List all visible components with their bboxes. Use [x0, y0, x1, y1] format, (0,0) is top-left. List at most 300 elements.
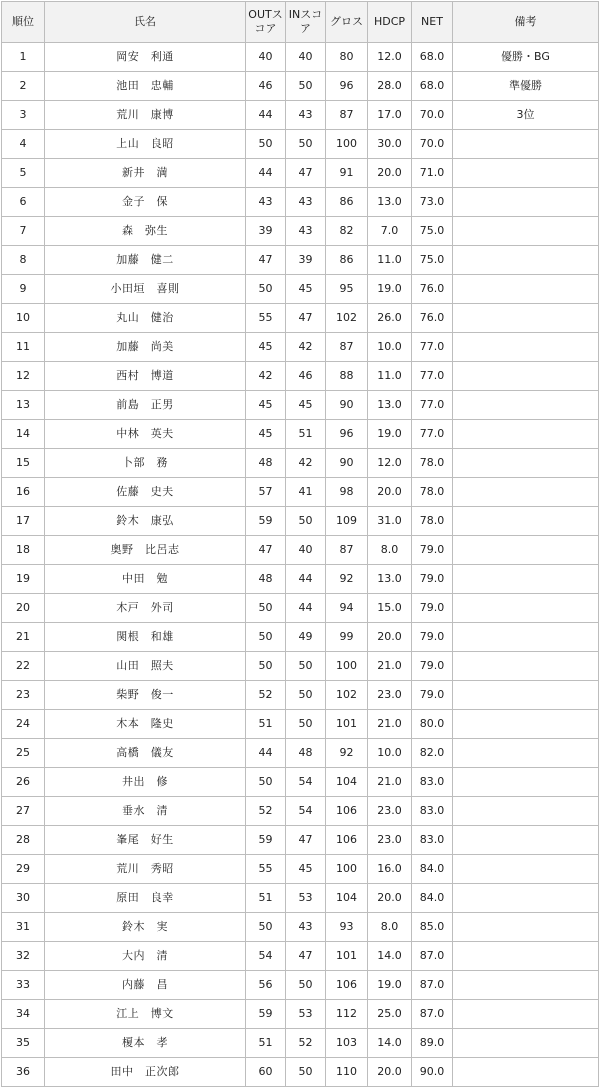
net-cell: 79.0 — [412, 681, 453, 710]
net-cell: 68.0 — [412, 43, 453, 72]
out-score-cell: 47 — [246, 536, 286, 565]
name-cell — [45, 739, 246, 768]
gross-cell: 90 — [326, 449, 368, 478]
note-cell — [453, 652, 599, 681]
header-row — [2, 2, 599, 43]
name-cell — [45, 101, 246, 130]
hdcp-cell: 10.0 — [368, 333, 412, 362]
table-row — [2, 362, 599, 391]
name-cell — [45, 130, 246, 159]
hdcp-cell: 19.0 — [368, 275, 412, 304]
in-score-cell: 44 — [286, 565, 326, 594]
gross-cell: 88 — [326, 362, 368, 391]
player-name: 木本 隆史 — [116, 717, 174, 730]
net-cell: 84.0 — [412, 855, 453, 884]
in-score-cell: 40 — [286, 536, 326, 565]
out-score-cell: 50 — [246, 594, 286, 623]
in-score-cell: 50 — [286, 507, 326, 536]
name-cell — [45, 855, 246, 884]
hdcp-cell: 25.0 — [368, 1000, 412, 1029]
name-cell — [45, 275, 246, 304]
in-score-cell: 50 — [286, 971, 326, 1000]
player-name: 内藤 昌 — [122, 978, 168, 991]
gross-cell: 96 — [326, 420, 368, 449]
hdcp-cell: 7.0 — [368, 217, 412, 246]
player-name: 鈴木 康弘 — [116, 514, 174, 527]
note-cell: 準優勝 — [453, 72, 599, 101]
hdcp-cell: 23.0 — [368, 797, 412, 826]
note-cell — [453, 536, 599, 565]
rank-cell: 24 — [2, 710, 45, 739]
net-cell: 79.0 — [412, 594, 453, 623]
name-cell — [45, 942, 246, 971]
hdcp-cell: 17.0 — [368, 101, 412, 130]
header-name: 氏名 — [45, 2, 246, 43]
net-cell: 85.0 — [412, 913, 453, 942]
gross-cell: 80 — [326, 43, 368, 72]
table-row — [2, 884, 599, 913]
table-row — [2, 43, 599, 72]
in-score-cell: 43 — [286, 217, 326, 246]
name-cell — [45, 1000, 246, 1029]
player-name: 井出 修 — [122, 775, 168, 788]
gross-cell: 106 — [326, 971, 368, 1000]
gross-cell: 100 — [326, 855, 368, 884]
player-name: 柴野 俊一 — [116, 688, 174, 701]
player-name: 佐藤 史夫 — [116, 485, 174, 498]
gross-cell: 104 — [326, 884, 368, 913]
name-cell — [45, 884, 246, 913]
in-score-cell: 40 — [286, 43, 326, 72]
hdcp-cell: 19.0 — [368, 971, 412, 1000]
rank-cell: 3 — [2, 101, 45, 130]
hdcp-cell: 15.0 — [368, 594, 412, 623]
table-row — [2, 188, 599, 217]
name-cell — [45, 797, 246, 826]
net-cell: 79.0 — [412, 623, 453, 652]
gross-cell: 95 — [326, 275, 368, 304]
net-cell: 68.0 — [412, 72, 453, 101]
player-name: 金子 保 — [122, 195, 168, 208]
note-cell — [453, 565, 599, 594]
gross-cell: 92 — [326, 739, 368, 768]
rank-cell: 12 — [2, 362, 45, 391]
player-name: 奥野 比呂志 — [110, 543, 180, 556]
rank-cell: 13 — [2, 391, 45, 420]
out-score-cell: 50 — [246, 623, 286, 652]
net-cell: 70.0 — [412, 130, 453, 159]
player-name: 原田 良幸 — [116, 891, 174, 904]
table-row — [2, 797, 599, 826]
net-cell: 87.0 — [412, 1000, 453, 1029]
net-cell: 70.0 — [412, 101, 453, 130]
note-cell — [453, 594, 599, 623]
table-row — [2, 449, 599, 478]
out-score-cell: 40 — [246, 43, 286, 72]
gross-cell: 103 — [326, 1029, 368, 1058]
gross-cell: 87 — [326, 536, 368, 565]
hdcp-cell: 13.0 — [368, 391, 412, 420]
header-net: NET — [412, 2, 453, 43]
gross-cell: 106 — [326, 826, 368, 855]
rank-cell: 2 — [2, 72, 45, 101]
out-score-cell: 43 — [246, 188, 286, 217]
table-row — [2, 565, 599, 594]
hdcp-cell: 21.0 — [368, 652, 412, 681]
hdcp-cell: 30.0 — [368, 130, 412, 159]
rank-cell: 17 — [2, 507, 45, 536]
player-name: 大内 清 — [122, 949, 168, 962]
player-name: 加藤 健二 — [116, 253, 174, 266]
table-row — [2, 130, 599, 159]
net-cell: 78.0 — [412, 449, 453, 478]
player-name: 荒川 康博 — [116, 108, 174, 121]
hdcp-cell: 14.0 — [368, 942, 412, 971]
hdcp-cell: 13.0 — [368, 188, 412, 217]
note-cell — [453, 1058, 599, 1087]
name-cell — [45, 217, 246, 246]
rank-cell: 7 — [2, 217, 45, 246]
player-name: 中田 勉 — [122, 572, 168, 585]
out-score-cell: 44 — [246, 159, 286, 188]
player-name: 上山 良昭 — [116, 137, 174, 150]
gross-cell: 87 — [326, 101, 368, 130]
table-row — [2, 913, 599, 942]
gross-cell: 101 — [326, 710, 368, 739]
out-score-cell: 59 — [246, 826, 286, 855]
note-cell — [453, 913, 599, 942]
table-row — [2, 420, 599, 449]
table-row — [2, 217, 599, 246]
out-score-cell: 54 — [246, 942, 286, 971]
name-cell — [45, 420, 246, 449]
out-score-cell: 55 — [246, 304, 286, 333]
player-name: 榎本 孝 — [122, 1036, 168, 1049]
name-cell — [45, 43, 246, 72]
table-row — [2, 681, 599, 710]
rank-cell: 29 — [2, 855, 45, 884]
in-score-cell: 53 — [286, 1000, 326, 1029]
net-cell: 87.0 — [412, 942, 453, 971]
in-score-cell: 53 — [286, 884, 326, 913]
results-table-header — [2, 2, 599, 43]
net-cell: 78.0 — [412, 507, 453, 536]
player-name: 田中 正次郎 — [110, 1065, 180, 1078]
out-score-cell: 50 — [246, 913, 286, 942]
net-cell: 82.0 — [412, 739, 453, 768]
note-cell — [453, 826, 599, 855]
in-score-cell: 48 — [286, 739, 326, 768]
net-cell: 75.0 — [412, 217, 453, 246]
player-name: 荒川 秀昭 — [116, 862, 174, 875]
out-score-cell: 46 — [246, 72, 286, 101]
name-cell — [45, 768, 246, 797]
note-cell — [453, 159, 599, 188]
note-cell — [453, 710, 599, 739]
net-cell: 83.0 — [412, 797, 453, 826]
in-score-cell: 43 — [286, 913, 326, 942]
table-row — [2, 942, 599, 971]
in-score-cell: 41 — [286, 478, 326, 507]
out-score-cell: 52 — [246, 797, 286, 826]
note-cell — [453, 275, 599, 304]
in-score-cell: 49 — [286, 623, 326, 652]
note-cell — [453, 681, 599, 710]
note-cell — [453, 217, 599, 246]
out-score-cell: 48 — [246, 449, 286, 478]
gross-cell: 86 — [326, 188, 368, 217]
note-cell — [453, 304, 599, 333]
out-score-cell: 45 — [246, 391, 286, 420]
name-cell — [45, 565, 246, 594]
rank-cell: 23 — [2, 681, 45, 710]
in-score-cell: 45 — [286, 391, 326, 420]
table-row — [2, 710, 599, 739]
out-score-cell: 50 — [246, 275, 286, 304]
note-cell — [453, 246, 599, 275]
net-cell: 79.0 — [412, 536, 453, 565]
player-name: 江上 博文 — [116, 1007, 174, 1020]
table-row — [2, 246, 599, 275]
name-cell — [45, 478, 246, 507]
table-row — [2, 159, 599, 188]
table-row — [2, 333, 599, 362]
table-row — [2, 507, 599, 536]
out-score-cell: 47 — [246, 246, 286, 275]
gross-cell: 100 — [326, 652, 368, 681]
player-name: 高橋 儀友 — [116, 746, 174, 759]
out-score-cell: 52 — [246, 681, 286, 710]
gross-cell: 92 — [326, 565, 368, 594]
name-cell — [45, 652, 246, 681]
note-cell — [453, 507, 599, 536]
in-score-cell: 47 — [286, 304, 326, 333]
rank-cell: 10 — [2, 304, 45, 333]
in-score-cell: 50 — [286, 1058, 326, 1087]
table-row — [2, 1029, 599, 1058]
hdcp-cell: 10.0 — [368, 739, 412, 768]
rank-cell: 26 — [2, 768, 45, 797]
table-row — [2, 594, 599, 623]
player-name: 加藤 尚美 — [116, 340, 174, 353]
in-score-cell: 50 — [286, 681, 326, 710]
header-hdcp: HDCP — [368, 2, 412, 43]
rank-cell: 21 — [2, 623, 45, 652]
note-cell — [453, 362, 599, 391]
hdcp-cell: 20.0 — [368, 159, 412, 188]
out-score-cell: 56 — [246, 971, 286, 1000]
net-cell: 77.0 — [412, 391, 453, 420]
name-cell — [45, 304, 246, 333]
gross-cell: 99 — [326, 623, 368, 652]
name-cell — [45, 594, 246, 623]
table-row — [2, 739, 599, 768]
in-score-cell: 45 — [286, 275, 326, 304]
rank-cell: 28 — [2, 826, 45, 855]
table-row — [2, 826, 599, 855]
name-cell — [45, 507, 246, 536]
gross-cell: 94 — [326, 594, 368, 623]
results-table-body — [2, 43, 599, 1087]
in-score-cell: 51 — [286, 420, 326, 449]
in-score-cell: 50 — [286, 652, 326, 681]
table-row — [2, 275, 599, 304]
rank-cell: 11 — [2, 333, 45, 362]
rank-cell: 14 — [2, 420, 45, 449]
table-row — [2, 971, 599, 1000]
gross-cell: 102 — [326, 681, 368, 710]
out-score-cell: 44 — [246, 101, 286, 130]
net-cell: 90.0 — [412, 1058, 453, 1087]
in-score-cell: 45 — [286, 855, 326, 884]
out-score-cell: 57 — [246, 478, 286, 507]
note-cell — [453, 797, 599, 826]
gross-cell: 106 — [326, 797, 368, 826]
gross-cell: 96 — [326, 72, 368, 101]
out-score-cell: 48 — [246, 565, 286, 594]
table-row — [2, 478, 599, 507]
note-cell — [453, 855, 599, 884]
note-cell: 優勝・BG — [453, 43, 599, 72]
name-cell — [45, 449, 246, 478]
rank-cell: 6 — [2, 188, 45, 217]
rank-cell: 5 — [2, 159, 45, 188]
gross-cell: 102 — [326, 304, 368, 333]
name-cell — [45, 159, 246, 188]
hdcp-cell: 21.0 — [368, 768, 412, 797]
net-cell: 83.0 — [412, 826, 453, 855]
in-score-cell: 46 — [286, 362, 326, 391]
rank-cell: 18 — [2, 536, 45, 565]
hdcp-cell: 11.0 — [368, 246, 412, 275]
rank-cell: 20 — [2, 594, 45, 623]
net-cell: 76.0 — [412, 275, 453, 304]
table-row — [2, 768, 599, 797]
note-cell — [453, 333, 599, 362]
gross-cell: 100 — [326, 130, 368, 159]
out-score-cell: 51 — [246, 710, 286, 739]
gross-cell: 93 — [326, 913, 368, 942]
net-cell: 87.0 — [412, 971, 453, 1000]
note-cell: 3位 — [453, 101, 599, 130]
header-in-score: INスコア — [286, 2, 326, 43]
rank-cell: 19 — [2, 565, 45, 594]
name-cell — [45, 333, 246, 362]
out-score-cell: 44 — [246, 739, 286, 768]
name-cell — [45, 188, 246, 217]
out-score-cell: 45 — [246, 420, 286, 449]
hdcp-cell: 12.0 — [368, 449, 412, 478]
name-cell — [45, 826, 246, 855]
hdcp-cell: 12.0 — [368, 43, 412, 72]
out-score-cell: 50 — [246, 768, 286, 797]
note-cell — [453, 971, 599, 1000]
hdcp-cell: 21.0 — [368, 710, 412, 739]
hdcp-cell: 8.0 — [368, 913, 412, 942]
rank-cell: 27 — [2, 797, 45, 826]
gross-cell: 110 — [326, 1058, 368, 1087]
name-cell — [45, 72, 246, 101]
table-row — [2, 623, 599, 652]
name-cell — [45, 391, 246, 420]
hdcp-cell: 11.0 — [368, 362, 412, 391]
name-cell — [45, 710, 246, 739]
hdcp-cell: 16.0 — [368, 855, 412, 884]
gross-cell: 86 — [326, 246, 368, 275]
in-score-cell: 54 — [286, 797, 326, 826]
name-cell — [45, 536, 246, 565]
note-cell — [453, 478, 599, 507]
rank-cell: 16 — [2, 478, 45, 507]
hdcp-cell: 28.0 — [368, 72, 412, 101]
gross-cell: 112 — [326, 1000, 368, 1029]
hdcp-cell: 23.0 — [368, 681, 412, 710]
table-row — [2, 1058, 599, 1087]
name-cell — [45, 913, 246, 942]
net-cell: 78.0 — [412, 478, 453, 507]
out-score-cell: 59 — [246, 1000, 286, 1029]
out-score-cell: 39 — [246, 217, 286, 246]
gross-cell: 87 — [326, 333, 368, 362]
in-score-cell: 47 — [286, 826, 326, 855]
player-name: 岡安 利通 — [116, 50, 174, 63]
rank-cell: 25 — [2, 739, 45, 768]
player-name: 前島 正男 — [116, 398, 174, 411]
in-score-cell: 47 — [286, 942, 326, 971]
player-name: 卜部 務 — [122, 456, 168, 469]
out-score-cell: 60 — [246, 1058, 286, 1087]
note-cell — [453, 768, 599, 797]
hdcp-cell: 20.0 — [368, 478, 412, 507]
net-cell: 77.0 — [412, 420, 453, 449]
net-cell: 77.0 — [412, 362, 453, 391]
out-score-cell: 50 — [246, 652, 286, 681]
hdcp-cell: 14.0 — [368, 1029, 412, 1058]
gross-cell: 98 — [326, 478, 368, 507]
rank-cell: 1 — [2, 43, 45, 72]
player-name: 鈴木 実 — [122, 920, 168, 933]
player-name: 新井 満 — [122, 166, 168, 179]
table-row — [2, 1000, 599, 1029]
out-score-cell: 59 — [246, 507, 286, 536]
note-cell — [453, 449, 599, 478]
gross-cell: 104 — [326, 768, 368, 797]
in-score-cell: 43 — [286, 101, 326, 130]
note-cell — [453, 942, 599, 971]
net-cell: 89.0 — [412, 1029, 453, 1058]
in-score-cell: 47 — [286, 159, 326, 188]
rank-cell: 8 — [2, 246, 45, 275]
gross-cell: 91 — [326, 159, 368, 188]
results-table — [1, 1, 599, 1087]
rank-cell: 15 — [2, 449, 45, 478]
player-name: 山田 照夫 — [116, 659, 174, 672]
note-cell — [453, 130, 599, 159]
in-score-cell: 39 — [286, 246, 326, 275]
player-name: 中林 英夫 — [116, 427, 174, 440]
in-score-cell: 54 — [286, 768, 326, 797]
rank-cell: 32 — [2, 942, 45, 971]
net-cell: 76.0 — [412, 304, 453, 333]
out-score-cell: 45 — [246, 333, 286, 362]
rank-cell: 35 — [2, 1029, 45, 1058]
table-row — [2, 391, 599, 420]
table-row — [2, 72, 599, 101]
note-cell — [453, 391, 599, 420]
table-row — [2, 101, 599, 130]
rank-cell: 36 — [2, 1058, 45, 1087]
in-score-cell: 50 — [286, 710, 326, 739]
